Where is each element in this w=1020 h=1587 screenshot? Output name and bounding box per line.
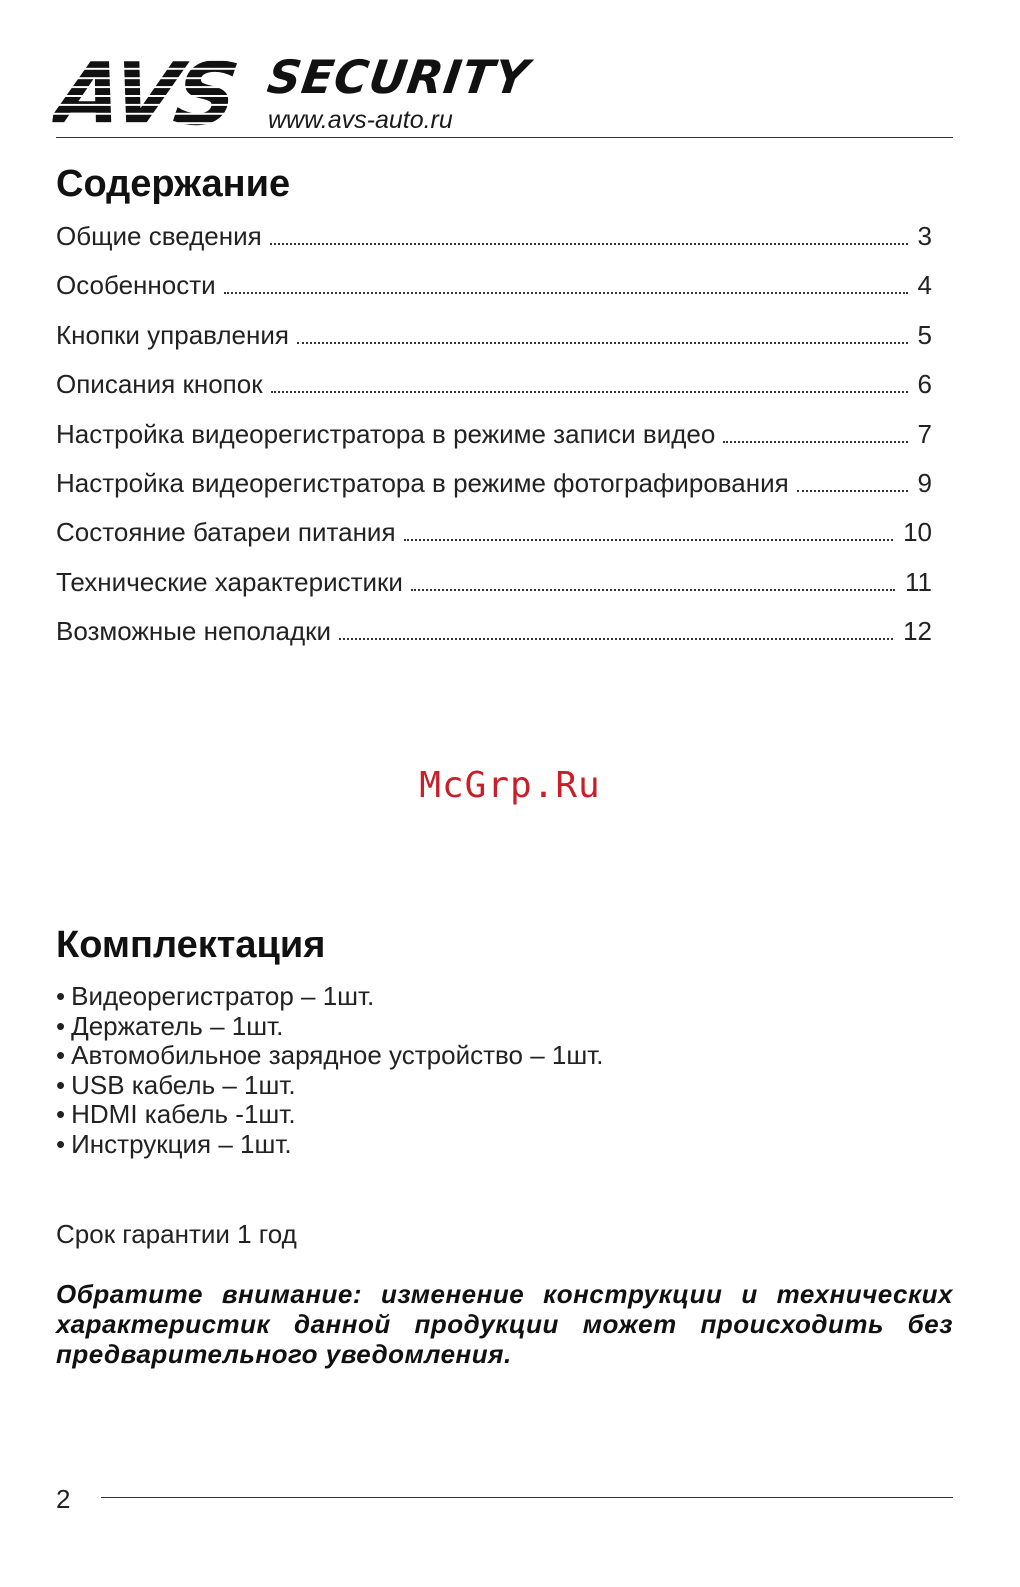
bullet-icon: • [56, 1010, 66, 1041]
toc-entry [56, 512, 932, 561]
avs-security-logo [48, 45, 536, 145]
footer-divider [101, 1497, 953, 1498]
logo-wordmark: SECURITY [264, 50, 533, 104]
dot-leader [797, 490, 908, 492]
website-url: www.avs-auto.ru [268, 106, 453, 134]
toc-entry-page: 11 [905, 566, 932, 597]
toc-heading: Содержание [56, 163, 291, 205]
toc-entry-label: Описания кнопок [56, 369, 263, 400]
list-item [56, 982, 603, 1012]
list-item [56, 1041, 603, 1071]
toc-entry [56, 611, 932, 660]
list-item [56, 1071, 603, 1101]
dot-leader [271, 391, 908, 393]
toc-entry-page: 7 [917, 418, 932, 449]
header-divider [56, 137, 953, 138]
bullet-icon: • [56, 1099, 66, 1129]
watermark-text: McGrp.Ru [419, 765, 601, 806]
toc-entry-label: Общие сведения [56, 221, 262, 251]
list-item-text: Автомобильное зарядное устройство – 1шт. [71, 1040, 604, 1070]
list-item [56, 1100, 603, 1130]
toc-entry [56, 216, 932, 265]
toc-entry [56, 562, 932, 611]
dot-leader [411, 589, 895, 591]
toc-entry-label: Настройка видеорегистратора в режиме фотографирования [56, 467, 789, 498]
dot-leader [297, 342, 908, 344]
list-item-text: USB кабель – 1шт. [71, 1069, 296, 1100]
table-of-contents [56, 216, 932, 661]
toc-entry-label: Настройка видеорегистратора в режиме записи видео [56, 418, 716, 449]
toc-entry-page: 3 [917, 221, 932, 251]
list-item-text: HDMI кабель -1шт. [71, 1099, 296, 1129]
list-item-text: Держатель – 1шт. [71, 1010, 284, 1041]
toc-entry-page: 4 [917, 270, 932, 301]
toc-entry [56, 315, 932, 364]
dot-leader [270, 243, 908, 245]
package-contents-heading: Комплектация [56, 924, 326, 966]
toc-entry [56, 414, 932, 463]
dot-leader [723, 441, 907, 443]
bullet-icon: • [56, 1069, 66, 1100]
list-item-text: Видеорегистратор – 1шт. [71, 981, 375, 1011]
toc-entry-label: Технические характеристики [56, 566, 403, 597]
toc-entry [56, 364, 932, 413]
dot-leader [404, 539, 894, 541]
dot-leader [339, 638, 893, 640]
toc-entry-page: 12 [903, 616, 932, 647]
bullet-icon: • [56, 1040, 66, 1070]
toc-entry-page: 10 [903, 517, 932, 548]
toc-entry-page: 6 [917, 369, 932, 400]
bullet-icon: • [56, 1128, 66, 1159]
list-item [56, 1012, 603, 1042]
toc-entry-label: Возможные неполадки [56, 616, 332, 647]
toc-entry-label: Состояние батареи питания [56, 517, 396, 548]
toc-entry-page: 9 [917, 467, 932, 498]
list-item [56, 1130, 603, 1160]
toc-entry [56, 265, 932, 314]
toc-entry-page: 5 [917, 319, 932, 350]
notice-text: Обратите внимание: изменение конструкции и технических характеристик данной продукции может происходить без предварительного уведомления. [56, 1279, 953, 1369]
bullet-icon: • [56, 981, 66, 1011]
warranty-text: Срок гарантии 1 год [56, 1219, 297, 1249]
toc-entry-label: Кнопки управления [56, 319, 289, 350]
toc-entry [56, 463, 932, 512]
list-item-text: Инструкция – 1шт. [71, 1128, 292, 1159]
page-number: 2 [56, 1484, 71, 1514]
toc-entry-label: Особенности [56, 270, 216, 301]
package-contents-list [56, 982, 603, 1159]
logo-mark: AVS [48, 45, 241, 145]
dot-leader [224, 292, 908, 294]
